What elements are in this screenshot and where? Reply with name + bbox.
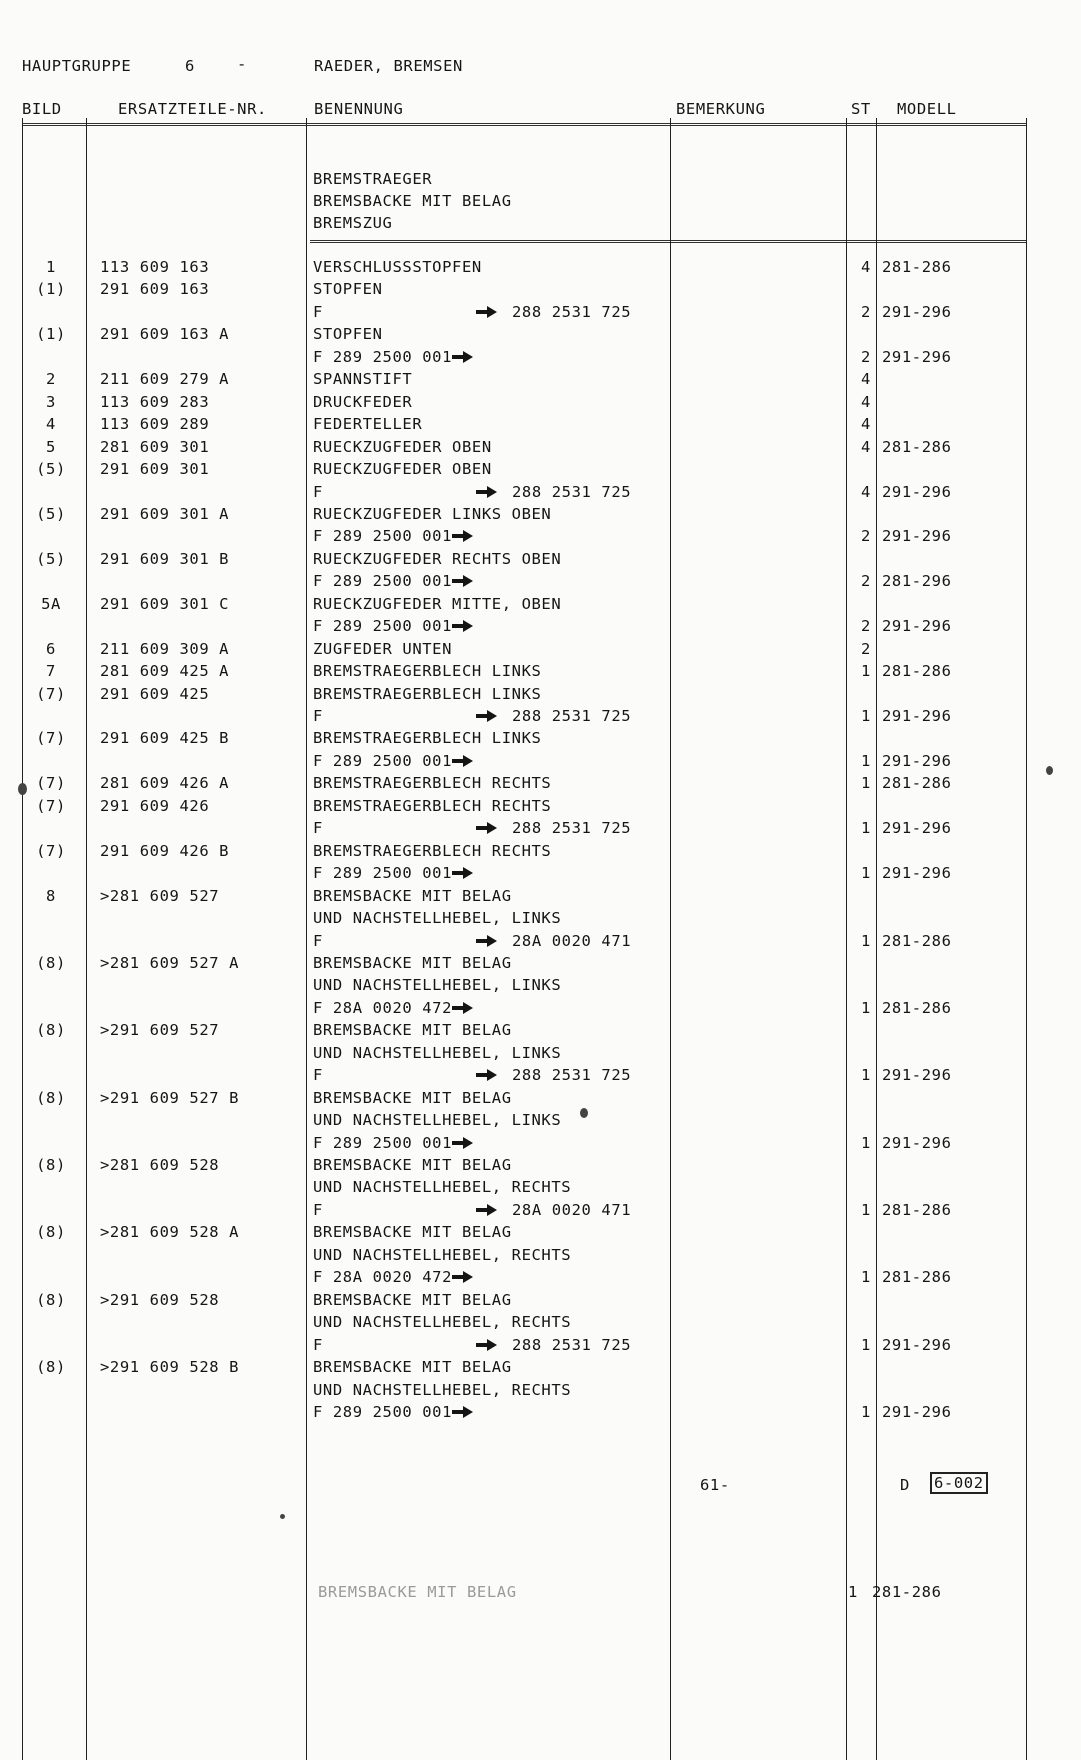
row-description-line <box>313 1134 474 1152</box>
row-bild: 6 <box>46 639 56 658</box>
row-description-line: RUECKZUGFEDER RECHTS OBEN <box>313 549 562 568</box>
page-reference-box: 6-002 <box>930 1472 988 1494</box>
row-part-number: 113 609 289 <box>100 415 210 434</box>
row-part-number: 291 609 426 <box>100 796 210 815</box>
col-header-bemerkung: BEMERKUNG <box>676 100 766 118</box>
row-description-line <box>313 1268 474 1286</box>
row-model: 281-286 <box>882 931 952 950</box>
row-description-text: F 28A 0020 472 <box>313 1268 453 1287</box>
row-quantity: 1 <box>861 1335 871 1354</box>
row-part-number: 113 609 163 <box>100 258 210 276</box>
row-description-line: BREMSBACKE MIT BELAG <box>313 1156 512 1174</box>
row-reference <box>476 707 631 725</box>
row-part-number: 291 609 163 <box>100 280 210 299</box>
row-part-number: 113 609 283 <box>100 392 210 411</box>
row-description-line: UND NACHSTELLHEBEL, LINKS <box>313 976 562 995</box>
arrow-right-icon <box>452 1271 474 1283</box>
row-quantity: 4 <box>861 415 871 434</box>
intro-line: BREMSTRAEGER <box>313 170 433 188</box>
scan-speck <box>1046 766 1053 775</box>
row-quantity: 4 <box>861 482 871 501</box>
section-rule <box>310 240 1026 243</box>
row-part-number: 281 609 301 <box>100 437 210 456</box>
col-header-modell: MODELL <box>897 100 957 118</box>
arrow-right-icon <box>476 935 498 947</box>
bleed-modell: 281-286 <box>872 1583 942 1601</box>
row-description-line: BREMSTRAEGERBLECH RECHTS <box>313 774 552 793</box>
row-model: 291-296 <box>882 751 952 770</box>
row-model: 281-286 <box>882 774 952 793</box>
row-reference <box>476 1066 631 1084</box>
row-description-line: BREMSBACKE MIT BELAG <box>313 1021 512 1040</box>
scan-speck <box>18 783 27 795</box>
row-bild: 5 <box>46 437 56 456</box>
row-quantity: 4 <box>861 392 871 411</box>
row-description-line: STOPFEN <box>313 280 383 299</box>
row-model: 291-296 <box>882 1066 952 1085</box>
row-bild: (7) <box>36 684 66 703</box>
scan-speck <box>580 1108 588 1118</box>
arrow-right-icon <box>452 351 474 363</box>
header-dash: - <box>237 55 247 73</box>
row-reference-number: 28A 0020 471 <box>512 931 632 950</box>
grid-line-bild <box>86 118 87 1760</box>
row-quantity: 2 <box>861 527 871 546</box>
arrow-right-icon <box>452 530 474 542</box>
row-reference-number: 288 2531 725 <box>512 819 632 838</box>
row-description-line: UND NACHSTELLHEBEL, RECHTS <box>313 1245 572 1264</box>
row-quantity: 1 <box>861 1200 871 1219</box>
arrow-right-icon <box>452 1002 474 1014</box>
row-description-line: UND NACHSTELLHEBEL, RECHTS <box>313 1313 572 1332</box>
row-quantity: 2 <box>861 347 871 366</box>
grid-line-right <box>1026 118 1027 1760</box>
row-quantity: 1 <box>861 819 871 838</box>
arrow-right-icon <box>476 1069 498 1081</box>
col-header-st: ST <box>851 100 871 118</box>
row-part-number: >281 609 527 <box>100 886 220 905</box>
row-bild: 2 <box>46 370 56 389</box>
arrow-right-icon <box>476 822 498 834</box>
row-part-number: >291 609 527 <box>100 1021 220 1040</box>
row-description-text: F 289 2500 001 <box>313 347 453 366</box>
row-description-line: F <box>313 707 323 725</box>
row-description-text: F 289 2500 001 <box>313 1133 453 1152</box>
bleed-st: 1 <box>848 1583 858 1601</box>
row-quantity: 4 <box>861 258 871 276</box>
row-description-line: BREMSTRAEGERBLECH LINKS <box>313 729 542 748</box>
arrow-right-icon <box>476 1339 498 1351</box>
page-number: 61- <box>700 1476 730 1494</box>
row-description-line: BREMSBACKE MIT BELAG <box>313 886 512 905</box>
row-description-line: BREMSBACKE MIT BELAG <box>313 1358 512 1377</box>
scan-speck <box>280 1514 285 1519</box>
row-quantity: 1 <box>861 1402 871 1421</box>
row-part-number: 291 609 301 C <box>100 594 230 613</box>
row-part-number: >291 609 528 B <box>100 1358 240 1377</box>
bleed-text: BREMSBACKE MIT BELAG <box>318 1583 517 1601</box>
row-bild: (5) <box>36 460 66 479</box>
row-bild: (7) <box>36 796 66 815</box>
row-description-text: F 28A 0020 472 <box>313 998 453 1017</box>
row-model: 291-296 <box>882 482 952 501</box>
row-quantity: 4 <box>861 370 871 389</box>
row-description-line: F <box>313 1335 323 1354</box>
arrow-right-icon <box>476 710 498 722</box>
row-description-line: RUECKZUGFEDER MITTE, OBEN <box>313 594 562 613</box>
row-bild: (1) <box>36 325 66 344</box>
row-part-number: >281 609 528 <box>100 1156 220 1174</box>
row-quantity: 1 <box>861 707 871 725</box>
row-quantity: 2 <box>861 572 871 591</box>
row-model: 291-296 <box>882 347 952 366</box>
row-description-line: ZUGFEDER UNTEN <box>313 639 453 658</box>
row-part-number: 291 609 163 A <box>100 325 230 344</box>
row-description-line <box>313 617 474 635</box>
row-description-line: BREMSTRAEGERBLECH RECHTS <box>313 841 552 860</box>
row-bild: 1 <box>46 258 56 276</box>
country-code: D <box>900 1476 910 1494</box>
row-description-text: F 289 2500 001 <box>313 1402 453 1421</box>
row-model: 291-296 <box>882 527 952 546</box>
row-bild: 7 <box>46 662 56 681</box>
row-part-number: 291 609 301 B <box>100 549 230 568</box>
row-bild: (7) <box>36 841 66 860</box>
row-reference <box>476 819 631 837</box>
row-description-line: BREMSBACKE MIT BELAG <box>313 953 512 972</box>
row-quantity: 1 <box>861 998 871 1017</box>
row-model: 281-286 <box>882 998 952 1017</box>
row-part-number: >291 609 527 B <box>100 1088 240 1107</box>
grid-line-benennung <box>670 118 671 1760</box>
row-description-line <box>313 527 474 545</box>
row-bild: (8) <box>36 1088 66 1107</box>
row-description-line: BREMSBACKE MIT BELAG <box>313 1088 512 1107</box>
row-description-line: UND NACHSTELLHEBEL, RECHTS <box>313 1178 572 1197</box>
row-description-text: F 289 2500 001 <box>313 864 453 883</box>
row-quantity: 1 <box>861 1133 871 1152</box>
col-header-benennung: BENENNUNG <box>314 100 404 118</box>
row-bild: (8) <box>36 1156 66 1174</box>
row-reference <box>476 303 631 321</box>
row-model: 291-296 <box>882 617 952 636</box>
row-reference-number: 288 2531 725 <box>512 482 632 501</box>
row-bild: (8) <box>36 1021 66 1040</box>
row-description-line: BREMSTRAEGERBLECH LINKS <box>313 684 542 703</box>
grid-line-bemerkung <box>846 118 847 1760</box>
row-description-line: F <box>313 819 323 838</box>
row-description-line: RUECKZUGFEDER LINKS OBEN <box>313 504 552 523</box>
row-bild: (5) <box>36 504 66 523</box>
row-description-line: SPANNSTIFT <box>313 370 413 389</box>
row-description-line: BREMSTRAEGERBLECH RECHTS <box>313 796 552 815</box>
row-bild: (8) <box>36 953 66 972</box>
row-quantity: 1 <box>861 774 871 793</box>
row-quantity: 2 <box>861 639 871 658</box>
row-description-line: UND NACHSTELLHEBEL, RECHTS <box>313 1380 572 1399</box>
row-bild: 8 <box>46 886 56 905</box>
row-reference <box>476 1201 631 1219</box>
row-part-number: >281 609 527 A <box>100 953 240 972</box>
arrow-right-icon <box>452 575 474 587</box>
row-model: 291-296 <box>882 1335 952 1354</box>
row-part-number: 291 609 426 B <box>100 841 230 860</box>
row-description-line: BREMSTRAEGERBLECH LINKS <box>313 662 542 681</box>
row-reference-number: 288 2531 725 <box>512 1066 632 1085</box>
row-bild: (5) <box>36 549 66 568</box>
row-model: 291-296 <box>882 1133 952 1152</box>
row-description-line: DRUCKFEDER <box>313 392 413 411</box>
row-bild: (7) <box>36 774 66 793</box>
row-model: 291-296 <box>882 864 952 883</box>
group-label: HAUPTGRUPPE <box>22 57 132 75</box>
row-description-line: BREMSBACKE MIT BELAG <box>313 1290 512 1309</box>
row-reference-number: 288 2531 725 <box>512 1335 632 1354</box>
row-reference <box>476 932 631 950</box>
row-reference <box>476 1336 631 1354</box>
row-description-line: UND NACHSTELLHEBEL, LINKS <box>313 909 562 928</box>
row-part-number: >281 609 528 A <box>100 1223 240 1242</box>
row-description-text: F 289 2500 001 <box>313 572 453 591</box>
arrow-right-icon <box>452 867 474 879</box>
grid-line-nr <box>306 118 307 1760</box>
row-part-number: >291 609 528 <box>100 1290 220 1309</box>
row-description-line <box>313 1403 474 1421</box>
row-model: 281-296 <box>882 572 952 591</box>
row-description-text: F 289 2500 001 <box>313 751 453 770</box>
row-description-line: F <box>313 931 323 950</box>
row-bild: (8) <box>36 1223 66 1242</box>
row-quantity: 1 <box>861 1268 871 1287</box>
arrow-right-icon <box>452 755 474 767</box>
row-quantity: 1 <box>861 1066 871 1085</box>
row-model: 281-286 <box>882 1268 952 1287</box>
row-model: 281-286 <box>882 258 952 276</box>
row-description-line: UND NACHSTELLHEBEL, LINKS <box>313 1111 562 1130</box>
row-description-line <box>313 572 474 590</box>
row-part-number: 281 609 426 A <box>100 774 230 793</box>
row-quantity: 2 <box>861 617 871 636</box>
row-description-line: UND NACHSTELLHEBEL, LINKS <box>313 1043 562 1062</box>
row-quantity: 1 <box>861 931 871 950</box>
row-description-line: FEDERTELLER <box>313 415 423 434</box>
row-bild: (8) <box>36 1290 66 1309</box>
row-description-text: F 289 2500 001 <box>313 527 453 546</box>
row-bild: (8) <box>36 1358 66 1377</box>
intro-line: BREMSBACKE MIT BELAG <box>313 192 512 210</box>
row-part-number: 291 609 425 <box>100 684 210 703</box>
row-model: 291-296 <box>882 1402 952 1421</box>
row-model: 281-286 <box>882 437 952 456</box>
row-quantity: 2 <box>861 302 871 321</box>
row-description-line: F <box>313 1200 323 1219</box>
row-part-number: 211 609 309 A <box>100 639 230 658</box>
intro-line: BREMSZUG <box>313 214 393 232</box>
arrow-right-icon <box>476 1204 498 1216</box>
row-quantity: 1 <box>861 864 871 883</box>
row-description-line: F <box>313 482 323 501</box>
row-description-line <box>313 999 474 1017</box>
arrow-right-icon <box>452 1406 474 1418</box>
row-description-text: F 289 2500 001 <box>313 617 453 636</box>
row-description-line: F <box>313 1066 323 1085</box>
col-header-nr: ERSATZTEILE-NR. <box>118 100 267 118</box>
grid-line-left <box>22 118 23 1760</box>
row-description-line <box>313 752 474 770</box>
row-model: 281-286 <box>882 1200 952 1219</box>
col-header-bild: BILD <box>22 100 62 118</box>
row-description-line: RUECKZUGFEDER OBEN <box>313 460 492 479</box>
row-part-number: 211 609 279 A <box>100 370 230 389</box>
row-part-number: 281 609 425 A <box>100 662 230 681</box>
row-bild: (1) <box>36 280 66 299</box>
row-reference-number: 288 2531 725 <box>512 707 632 725</box>
arrow-right-icon <box>476 486 498 498</box>
row-quantity: 1 <box>861 751 871 770</box>
row-description-line: RUECKZUGFEDER OBEN <box>313 437 492 456</box>
row-description-line <box>313 864 474 882</box>
row-reference <box>476 483 631 501</box>
row-bild: 4 <box>46 415 56 434</box>
row-description-line: F <box>313 302 323 321</box>
row-part-number: 291 609 301 <box>100 460 210 479</box>
row-bild: (7) <box>36 729 66 748</box>
row-model: 291-296 <box>882 819 952 838</box>
row-part-number: 291 609 425 B <box>100 729 230 748</box>
row-quantity: 4 <box>861 437 871 456</box>
row-model: 281-286 <box>882 662 952 681</box>
row-model: 291-296 <box>882 302 952 321</box>
row-description-line: VERSCHLUSSSTOPFEN <box>313 258 482 276</box>
page-reference <box>930 1474 988 1492</box>
row-reference-number: 28A 0020 471 <box>512 1200 632 1219</box>
row-bild: 3 <box>46 392 56 411</box>
row-description-line <box>313 348 474 366</box>
group-title: RAEDER, BREMSEN <box>314 57 463 75</box>
arrow-right-icon <box>476 306 498 318</box>
row-model: 291-296 <box>882 707 952 725</box>
row-description-line: BREMSBACKE MIT BELAG <box>313 1223 512 1242</box>
arrow-right-icon <box>452 1137 474 1149</box>
row-description-line: STOPFEN <box>313 325 383 344</box>
row-bild: 5A <box>41 594 61 613</box>
arrow-right-icon <box>452 620 474 632</box>
row-quantity: 1 <box>861 662 871 681</box>
group-number: 6 <box>185 57 195 75</box>
row-part-number: 291 609 301 A <box>100 504 230 523</box>
row-reference-number: 288 2531 725 <box>512 302 632 321</box>
